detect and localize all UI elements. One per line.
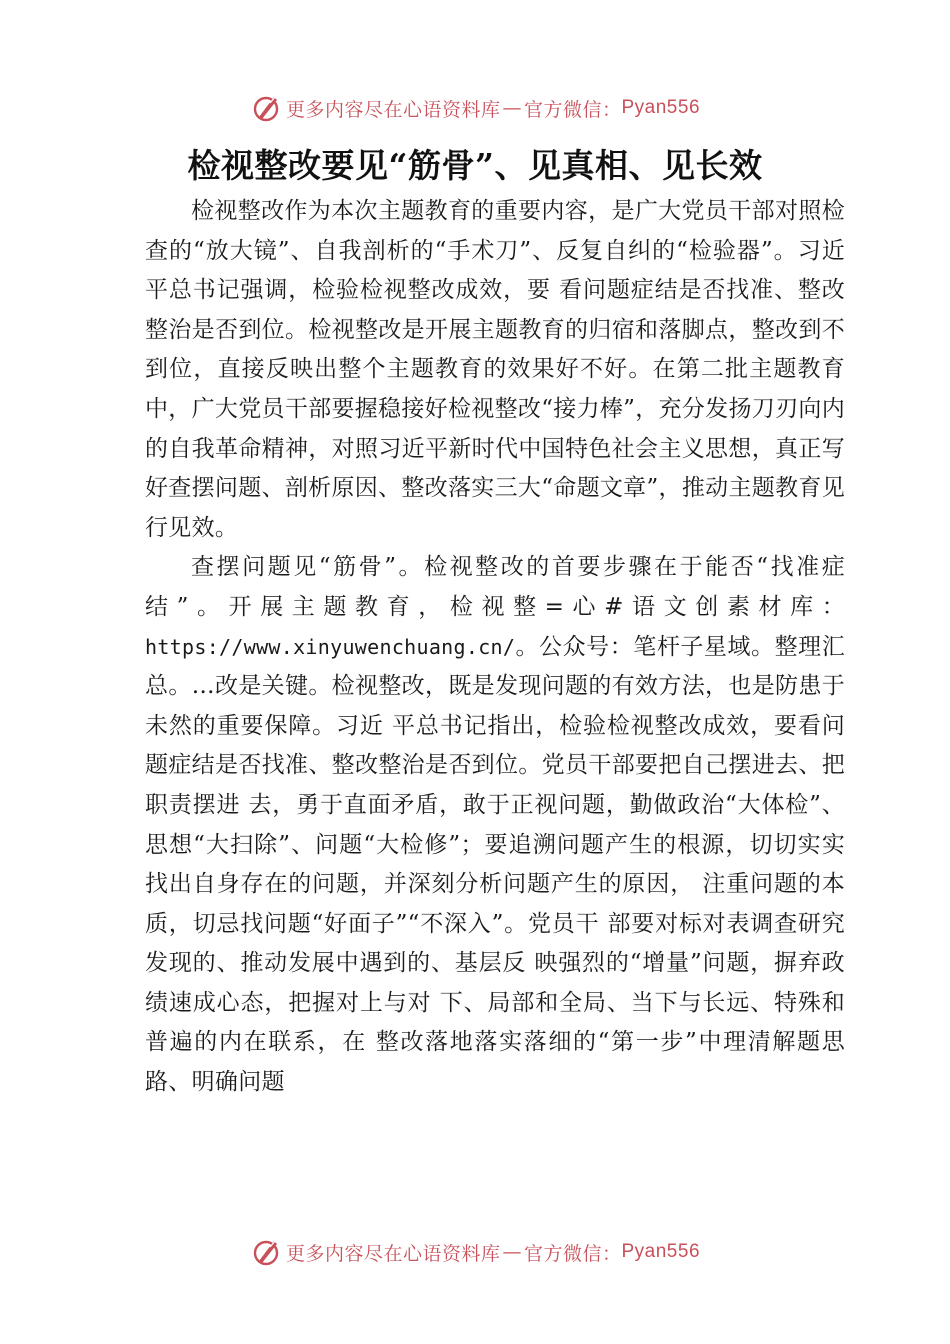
footer-banner-separator: — xyxy=(502,1241,522,1263)
document-body xyxy=(145,192,845,1103)
paragraph-1: 检视整改作为本次主题教育的重要内容，是广大党员干部对照检查的“放大镜”、自我剖析的“手术刀”、反复自纠的“检验器”。习近平总书记强调，检验检视整改成效，要 看问题症结是否找准、整改整治是否到位。检视整改是开展主题教育的归宿和落脚点，整改到不到位，直接反映出整个主题教育的效果好不好。在第二批主题教育中，广大党员干部要握稳接好检视整改“接力棒”，充分发扬刀刃向内的自我革命精神，对照习近平新时代中国特色社会主义思想，真正写好查摆问题、剖析原因、整改落实三大“命题文章”，推动主题教育见行见效。 xyxy=(145,198,845,541)
header-banner xyxy=(0,90,950,126)
quill-pen-logo-icon xyxy=(250,1236,282,1268)
source-url: https://www.xinyuwenchuang.cn/ xyxy=(145,634,516,659)
paragraph-2-part-1: 查摆问题见“筋骨”。检视整改的首要步骤在于能否“找准症结”。开展主题教育，检视整=心#语文创素材库： xyxy=(145,554,845,620)
footer-banner-wechat-id: Pyan556 xyxy=(621,1241,701,1262)
footer-banner-text: 更多内容尽在心语资料库 xyxy=(285,1242,501,1265)
header-banner-separator: — xyxy=(502,97,522,119)
paragraph-2-part-2: 。公众号：笔杆子星域。整理汇总。…改是关键。检视整改，既是发现问题的有效方法，也是防患于未然的重要保障。习近 平总书记指出，检验检视整改成效，要看问题症结是否找准、整改整治是否到位。党员干部要把自己摆进去、把职责摆进 去，勇于直面矛盾，敢于正视问题，勤做政治“大体检”、思想“大扫除”、问题“大检修”；要追溯问题产生的根源，切切实实找出自身存在的问题，并深刻分析问题产生的原因， 注重问题的本质，切忌找问题“好面子”“不深入”。党员干 部要对标对表调查研究发现的、推动发展中遇到的、基层反 映强烈的“增量”问题，摒弃政绩速成心态，把握对上与对 下、局部和全局、当下与长远、特殊和普遍的内在联系，在 整改落地落实落细的“第一步”中理清解题思路、明确问题 xyxy=(145,633,845,1096)
paragraph-2 xyxy=(145,548,845,1102)
header-banner-wechat-id: Pyan556 xyxy=(621,97,701,118)
quill-pen-logo-icon xyxy=(250,92,282,124)
footer-banner xyxy=(0,1234,950,1270)
header-banner-wechat-label: 官方微信： xyxy=(523,98,622,121)
document-title: 检视整改要见“筋骨”、见真相、见长效 xyxy=(187,146,763,185)
header-banner-text: 更多内容尽在心语资料库 xyxy=(285,98,501,121)
footer-banner-wechat-label: 官方微信： xyxy=(523,1242,622,1265)
